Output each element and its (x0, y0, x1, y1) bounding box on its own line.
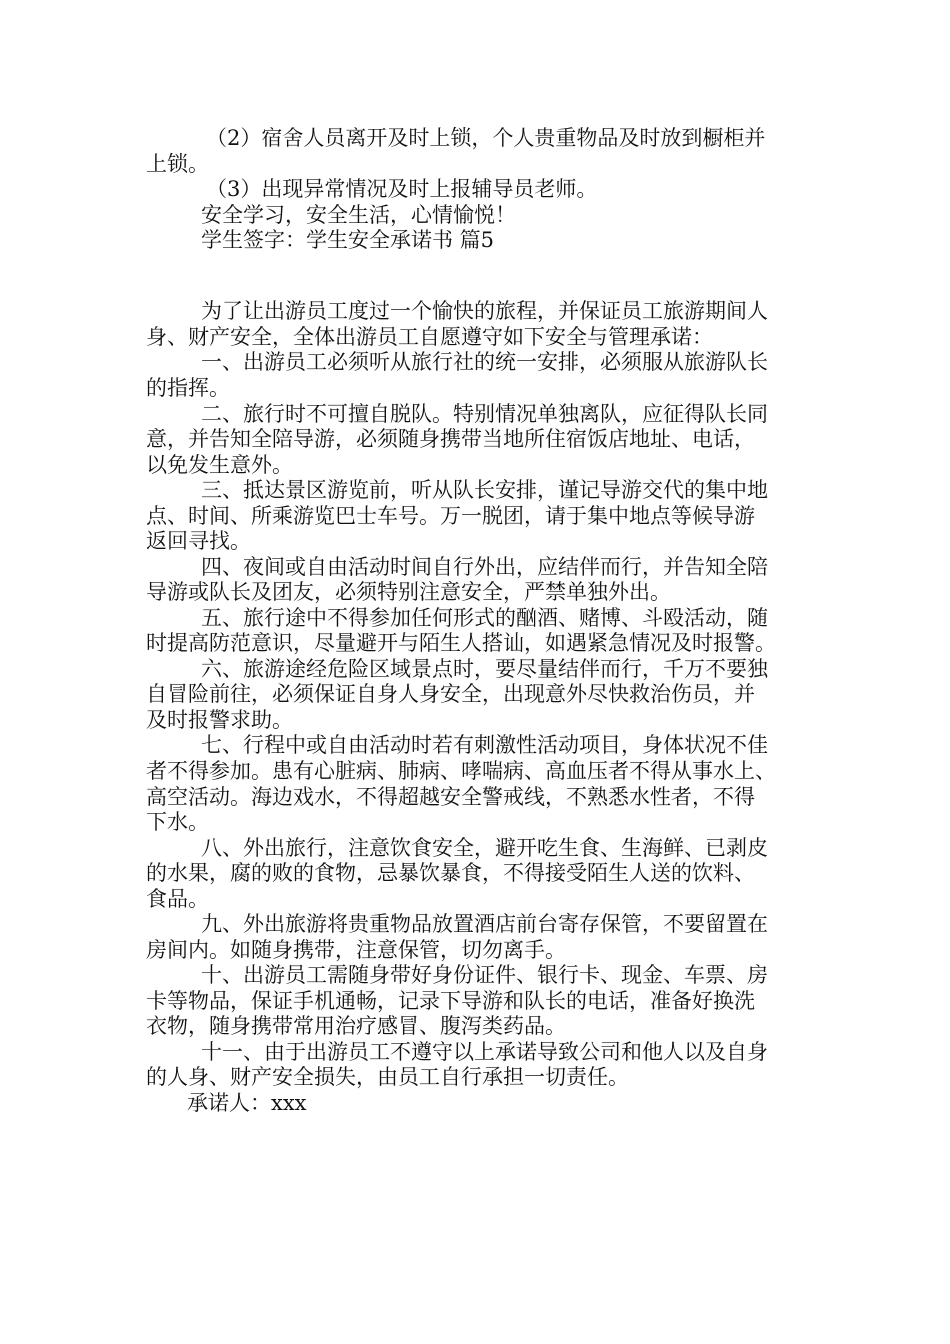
intro-line-1: 为了让出游员工度过一个愉快的旅程，并保证员工旅游期间人 (201, 299, 768, 323)
clause-10-line-2: 卡等物品，保证手机通畅，记录下导游和队长的电话，准备好换洗 (146, 989, 755, 1013)
clause-4-line-1: 四、夜间或自由活动时间自行外出，应结伴而行，并告知全陪 (201, 555, 768, 579)
intro-line-2: 身、财产安全，全体出游员工自愿遵守如下安全与管理承诺： (146, 325, 713, 349)
clause-3-line-2: 点、时间、所乘游览巴士车号。万一脱团，请于集中地点等候导游 (146, 504, 755, 528)
clause-7-line-4: 下水。 (146, 810, 209, 834)
clause-6-line-1: 六、旅游途经危险区域景点时，要尽量结伴而行，千万不要独 (201, 657, 768, 681)
clause-7-line-1: 七、行程中或自由活动时若有刺激性活动项目，身体状况不佳 (201, 733, 768, 757)
clause-10-line-3: 衣物，随身携带常用治疗感冒、腹泻类药品。 (146, 1014, 566, 1038)
clause-2-line-1: 二、旅行时不可擅自脱队。特别情况单独离队，应征得队长同 (201, 402, 768, 426)
clause-9-line-1: 九、外出旅游将贵重物品放置酒店前台寄存保管，不要留置在 (201, 912, 768, 936)
clause-5-line-2: 时提高防范意识，尽量避开与陌生人搭讪，如遇紧急情况及时报警。 (146, 631, 776, 655)
clause-6-line-3: 及时报警求助。 (146, 708, 293, 732)
clause-2-line-2: 意，并告知全陪导游，必须随身携带当地所住宿饭店地址、电话， (146, 427, 755, 451)
clause-11-line-1: 十一、由于出游员工不遵守以上承诺导致公司和他人以及自身 (201, 1040, 768, 1064)
clause-2-line-3: 以免发生意外。 (146, 453, 293, 477)
clause-3-line-1: 三、抵达景区游览前，听从队长安排，谨记导游交代的集中地 (201, 478, 768, 502)
clause-8-line-2: 的水果，腐的败的食物，忌暴饮暴食，不得接受陌生人送的饮料、 (146, 861, 755, 885)
clause-11-line-2: 的人身、财产安全损失，由员工自行承担一切责任。 (146, 1065, 629, 1089)
clause-9-line-2: 房间内。如随身携带，注意保管，切勿离手。 (146, 938, 566, 962)
item-3-line: （3）出现异常情况及时上报辅导员老师。 (206, 177, 598, 201)
safety-slogan: 安全学习，安全生活，心情愉悦！ (201, 203, 516, 227)
clause-8-line-3: 食品。 (146, 887, 209, 911)
clause-4-line-2: 导游或队长及团友，必须特别注意安全，严禁单独外出。 (146, 580, 671, 604)
clause-7-line-3: 高空活动。海边戏水，不得超越安全警戒线，不熟悉水性者，不得 (146, 785, 755, 809)
clause-10-line-1: 十、出游员工需随身带好身份证件、银行卡、现金、车票、房 (201, 963, 768, 987)
student-signature-line: 学生签字：学生安全承诺书 篇5 (201, 228, 495, 252)
clause-7-line-2: 者不得参加。患有心脏病、肺病、哮喘病、高血压者不得从事水上、 (146, 759, 776, 783)
clause-3-line-3: 返回寻找。 (146, 529, 251, 553)
item-2-line-1: （2）宿舍人员离开及时上锁，个人贵重物品及时放到橱柜并 (206, 126, 766, 150)
clause-6-line-2: 自冒险前往，必须保证自身人身安全，出现意外尽快救治伤员，并 (146, 682, 755, 706)
promisor-signature-line: 承诺人：xxx (187, 1091, 307, 1115)
clause-8-line-1: 八、外出旅行，注意饮食安全，避开吃生食、生海鲜、已剥皮 (201, 836, 768, 860)
clause-1-line-2: 的指挥。 (146, 376, 230, 400)
item-2-line-2: 上锁。 (146, 152, 209, 176)
clause-1-line-1: 一、出游员工必须听从旅行社的统一安排，必须服从旅游队长 (201, 350, 768, 374)
clause-5-line-1: 五、旅行途中不得参加任何形式的酗酒、赌博、斗殴活动，随 (201, 606, 768, 630)
